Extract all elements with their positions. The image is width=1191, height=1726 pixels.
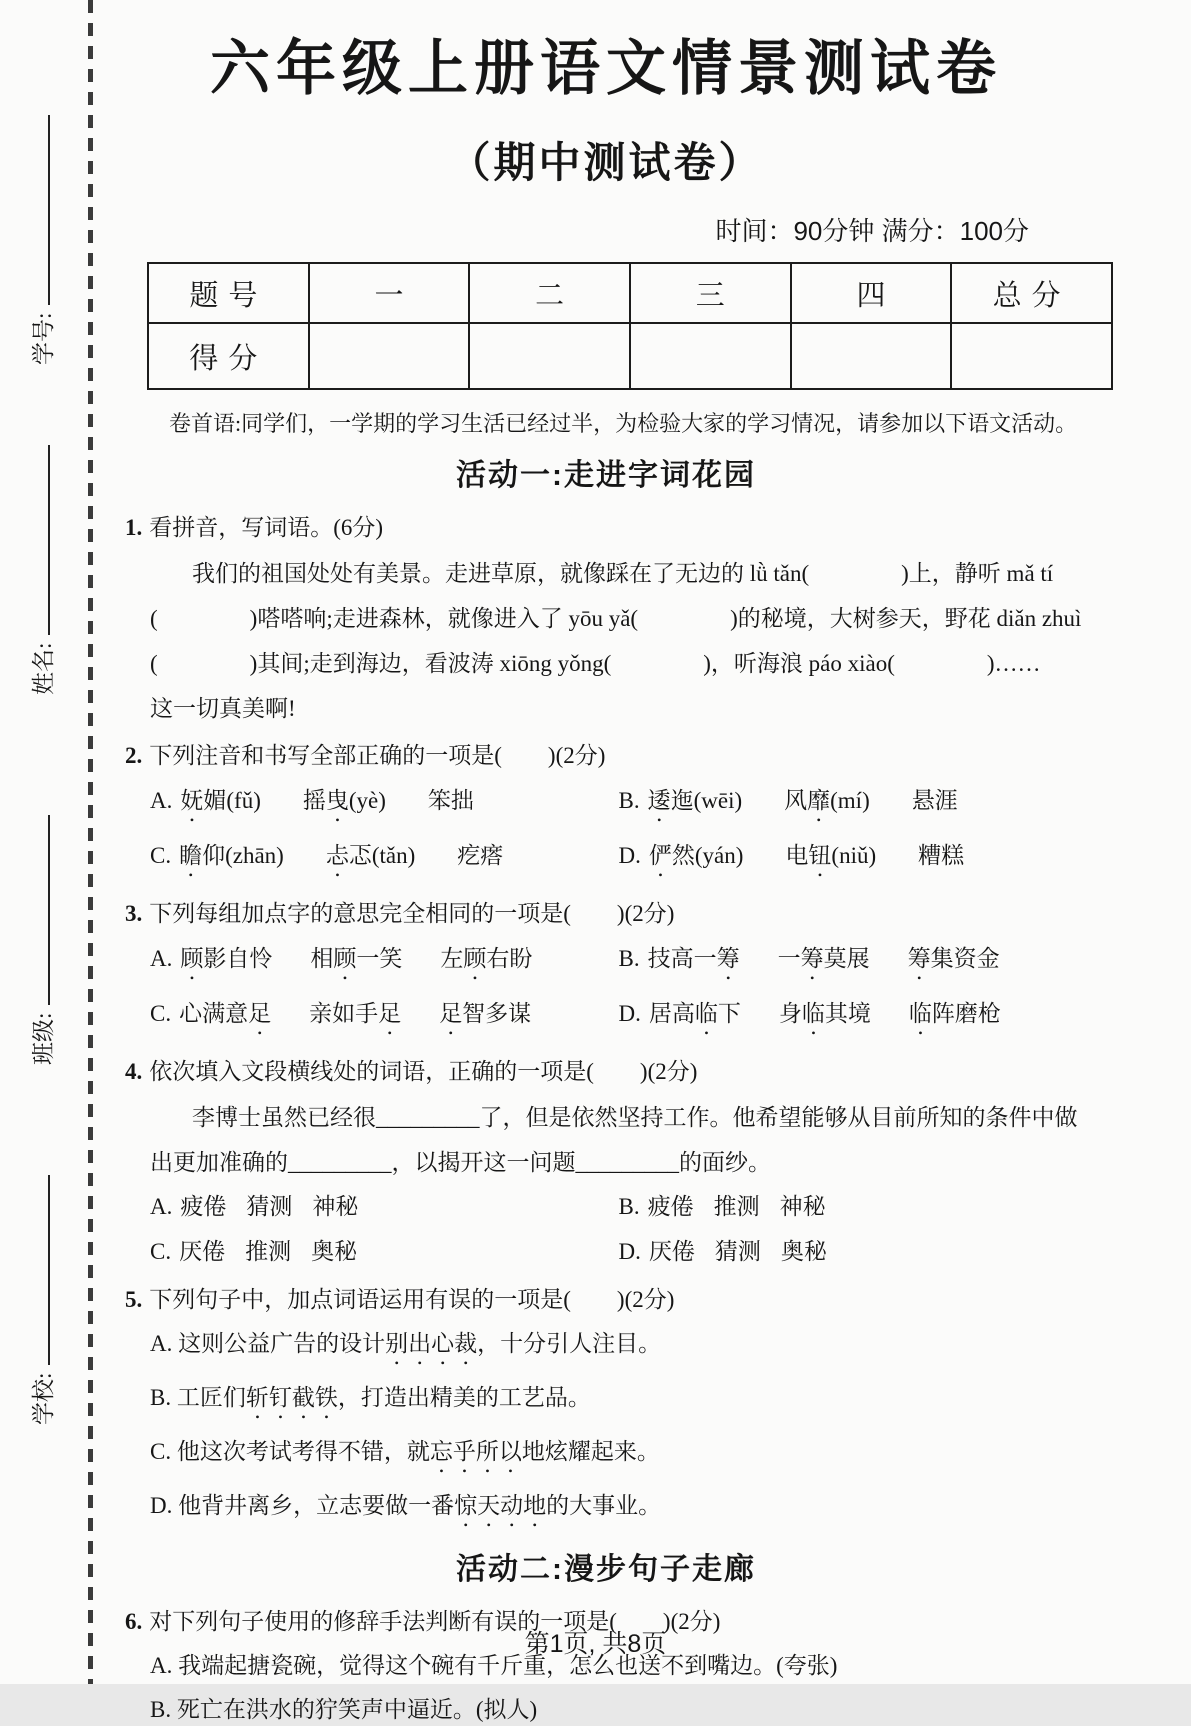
- question-number: 2.: [125, 743, 143, 768]
- option-label: C.: [150, 1239, 172, 1264]
- score-table-score-row: [148, 323, 1112, 389]
- question-4-options-row: [125, 1191, 1087, 1223]
- page-title: 六年级上册语文情景测试卷: [210, 35, 1002, 102]
- option-a: [150, 785, 619, 827]
- option-words: 瞻仰(zhān) 忐忑(tǎn) 疙瘩: [179, 843, 504, 868]
- option-c: [150, 1236, 619, 1268]
- score-table-header-cell: 题号: [148, 263, 309, 323]
- question-2-options-row: [125, 840, 1087, 882]
- question-number: 5.: [125, 1287, 143, 1312]
- option-label: A.: [150, 1194, 173, 1219]
- score-row-label: 得分: [148, 323, 309, 389]
- question-3-options-row: [125, 998, 1087, 1040]
- question-3: [125, 898, 1087, 1040]
- option-label: D.: [618, 1239, 641, 1264]
- option-words: 厌倦 推测 奥秘: [179, 1239, 358, 1264]
- binding-dashed-line: [88, 0, 93, 1684]
- question-1-stem: [125, 512, 1087, 544]
- score-cell: [630, 323, 791, 389]
- option-label: A.: [150, 946, 173, 971]
- question-2-options-row: [125, 785, 1087, 827]
- margin-field-class: [22, 815, 58, 1065]
- option-a: [150, 943, 619, 985]
- preface-text: 卷首语:同学们，一学期的学习生活已经过半，为检验大家的学习情况，请参加以下语文活动。: [169, 411, 1078, 436]
- page-subtitle: （期中测试卷）: [448, 139, 764, 186]
- margin-field-name: [22, 445, 58, 695]
- score-table-header-cell: 总分: [951, 263, 1112, 323]
- option-b: B. 死亡在洪水的狞笑声中逼近。(拟人): [150, 1697, 538, 1722]
- option-words: 厌倦 猜测 奥秘: [648, 1239, 827, 1264]
- question-2-stem: [125, 740, 1087, 772]
- question-3-stem: [125, 898, 1087, 930]
- question-5: [125, 1284, 1087, 1532]
- option-words: 心满意足 亲如手足 足智多谋: [179, 1001, 532, 1026]
- page-number: 第1页, 共8页: [524, 1630, 667, 1658]
- option-words: 俨然(yán) 电钮(niǔ) 糟糕: [648, 843, 965, 868]
- option-b: B. 工匠们斩钉截铁，打造出精美的工艺品。: [150, 1385, 591, 1410]
- option-label: C.: [150, 1001, 172, 1026]
- question-stem-text: 下列句子中，加点词语运用有误的一项是( )(2分): [149, 1287, 675, 1312]
- option-label: D.: [618, 843, 641, 868]
- margin-field-student-number: [22, 115, 58, 365]
- score-cell: [469, 323, 630, 389]
- option-label: A.: [150, 788, 173, 813]
- option-label: B.: [618, 946, 640, 971]
- question-number: 1.: [125, 515, 143, 540]
- activity-2-heading: 活动二:漫步句子走廊: [456, 1553, 756, 1586]
- option-words: 疲倦 猜测 神秘: [180, 1194, 359, 1219]
- school-label: 学校:: [31, 1372, 56, 1425]
- option-words: 疲倦 推测 神秘: [647, 1194, 826, 1219]
- question-4-stem: [125, 1056, 1087, 1088]
- question-1: [125, 512, 1087, 724]
- question-number: 4.: [125, 1059, 143, 1084]
- exam-meta: 时间：90分钟 满分：100分: [715, 216, 1029, 246]
- option-words: 逶迤(wēi) 风靡(mí) 悬涯: [647, 788, 958, 813]
- question-number: 6.: [125, 1609, 143, 1634]
- score-table-header-cell: 二: [469, 263, 630, 323]
- paper-content: [125, 16, 1087, 1726]
- option-c: [150, 998, 619, 1040]
- question-4: [125, 1056, 1087, 1268]
- option-words: 居高临下 身临其境 临阵磨枪: [648, 1001, 1001, 1026]
- option-words: 技高一筹 一筹莫展 筹集资金: [647, 946, 1000, 971]
- name-blank-line: [48, 445, 50, 635]
- option-c: [150, 840, 619, 882]
- option-words: 顾影自怜 相顾一笑 左顾右盼: [180, 946, 533, 971]
- option-a: A. 我端起搪瓷碗，觉得这个碗有千斤重，怎么也送不到嘴边。(夸张): [150, 1653, 838, 1678]
- score-cell: [309, 323, 470, 389]
- margin-field-school: [22, 1175, 58, 1425]
- question-number: 3.: [125, 901, 143, 926]
- question-stem-text: 看拼音，写词语。(6分): [149, 515, 384, 540]
- activity-1-heading: 活动一:走进字词花园: [456, 459, 756, 492]
- question-4-line: 李博士虽然已经很_________了，但是依然坚持工作。他希望能够从目前所知的条件中做: [192, 1105, 1078, 1130]
- class-blank-line: [48, 815, 50, 1005]
- option-c: C. 他这次考试考得不错，就忘乎所以地炫耀起来。: [150, 1439, 660, 1464]
- option-label: B.: [618, 788, 640, 813]
- option-b: [619, 785, 1088, 827]
- school-blank-line: [48, 1175, 50, 1365]
- student-number-label: 学号:: [31, 312, 56, 365]
- name-label: 姓名:: [31, 642, 56, 695]
- option-label: D.: [618, 1001, 641, 1026]
- option-label: B.: [618, 1194, 640, 1219]
- question-1-line: ( )嗒嗒响;走进森林，就像进入了 yōu yǎ( )的秘境，大树参天，野花 diǎn zhuì: [150, 606, 1082, 631]
- option-d: D. 他背井离乡，立志要做一番惊天动地的大事业。: [150, 1493, 662, 1518]
- score-table-header-cell: 三: [630, 263, 791, 323]
- option-b: [619, 943, 1088, 985]
- option-d: [619, 840, 1088, 882]
- option-b: [619, 1191, 1088, 1223]
- option-a: [150, 1191, 619, 1223]
- option-a: A. 这则公益广告的设计别出心裁，十分引人注目。: [150, 1331, 662, 1356]
- question-stem-text: 下列每组加点字的意思完全相同的一项是( )(2分): [149, 901, 675, 926]
- student-number-blank-line: [48, 115, 50, 305]
- question-4-options-row: [125, 1236, 1087, 1268]
- question-1-line: 我们的祖国处处有美景。走进草原，就像踩在了无边的 lǜ tǎn( )上，静听 mǎ tí: [192, 561, 1054, 586]
- question-stem-text: 对下列句子使用的修辞手法判断有误的一项是( )(2分): [149, 1609, 721, 1634]
- question-5-stem: [125, 1284, 1087, 1316]
- question-1-line: 这一切真美啊!: [150, 696, 296, 721]
- option-d: [619, 998, 1088, 1040]
- score-table-header-cell: 四: [791, 263, 952, 323]
- question-1-line: ( )其间;走到海边，看波涛 xiōng yǒng( )，听海浪 páo xiào( )……: [150, 651, 1041, 676]
- question-stem-text: 依次填入文段横线处的词语，正确的一项是( )(2分): [149, 1059, 698, 1084]
- score-table-header-row: [148, 263, 1112, 323]
- question-2: [125, 740, 1087, 882]
- score-table: [147, 262, 1113, 390]
- score-table-header-cell: 一: [309, 263, 470, 323]
- question-3-options-row: [125, 943, 1087, 985]
- class-label: 班级:: [31, 1012, 56, 1065]
- question-4-line: 出更加准确的_________，以揭开这一问题_________的面纱。: [150, 1150, 771, 1175]
- option-words: 妩媚(fǔ) 摇曳(yè) 笨拙: [180, 788, 474, 813]
- score-cell: [951, 323, 1112, 389]
- option-d: [619, 1236, 1088, 1268]
- question-stem-text: 下列注音和书写全部正确的一项是( )(2分): [149, 743, 606, 768]
- option-label: C.: [150, 843, 172, 868]
- score-cell: [791, 323, 952, 389]
